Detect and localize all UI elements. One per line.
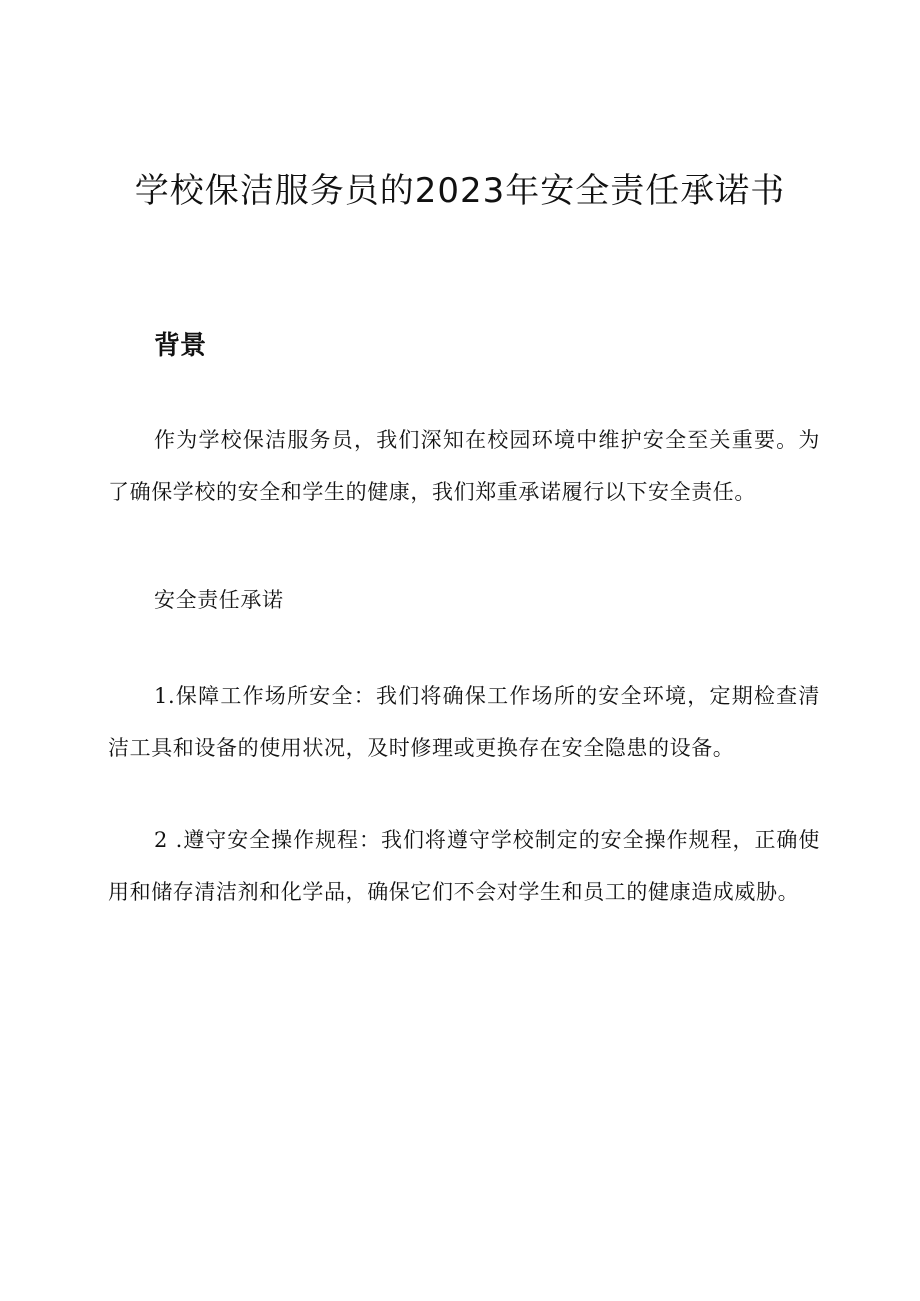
commitment-heading: 安全责任承诺 bbox=[154, 588, 284, 612]
background-heading: 背景 bbox=[154, 331, 207, 361]
document-title: 学校保洁服务员的2023年安全责任承诺书 bbox=[134, 171, 786, 211]
commitment-item-1: 1.保障工作场所安全：我们将确保工作场所的安全环境，定期检查清洁工具和设备的使用状况，及时修理或更换存在安全隐患的设备。 bbox=[108, 684, 820, 760]
commitment-item-2: 2 .遵守安全操作规程：我们将遵守学校制定的安全操作规程，正确使用和储存清洁剂和化学品，确保它们不会对学生和员工的健康造成威胁。 bbox=[108, 828, 820, 904]
intro-paragraph: 作为学校保洁服务员，我们深知在校园环境中维护安全至关重要。为了确保学校的安全和学生的健康，我们郑重承诺履行以下安全责任。 bbox=[108, 428, 820, 504]
